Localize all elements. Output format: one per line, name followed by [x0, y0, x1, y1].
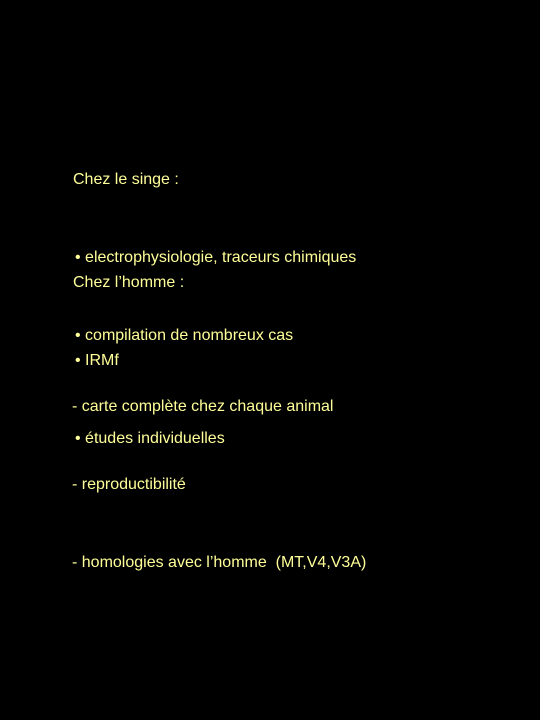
point-complete-map: - carte complète chez chaque animal [72, 398, 334, 415]
human-item-individual-studies: • études individuelles [75, 430, 225, 447]
human-item-irmf: • IRMf [75, 352, 119, 369]
monkey-heading: Chez le singe : [73, 171, 179, 188]
points-list [72, 342, 366, 628]
monkey-item-electrophysiology: • electrophysiologie, traceurs chimiques [75, 249, 357, 266]
point-homologies: - homologies avec l’homme (MT,V4,V3A) [72, 554, 367, 571]
point-reproducibility: - reproductibilité [72, 476, 186, 493]
monkey-item-compilation: • compilation de nombreux cas [75, 327, 294, 344]
human-heading: Chez l’homme : [73, 274, 185, 291]
